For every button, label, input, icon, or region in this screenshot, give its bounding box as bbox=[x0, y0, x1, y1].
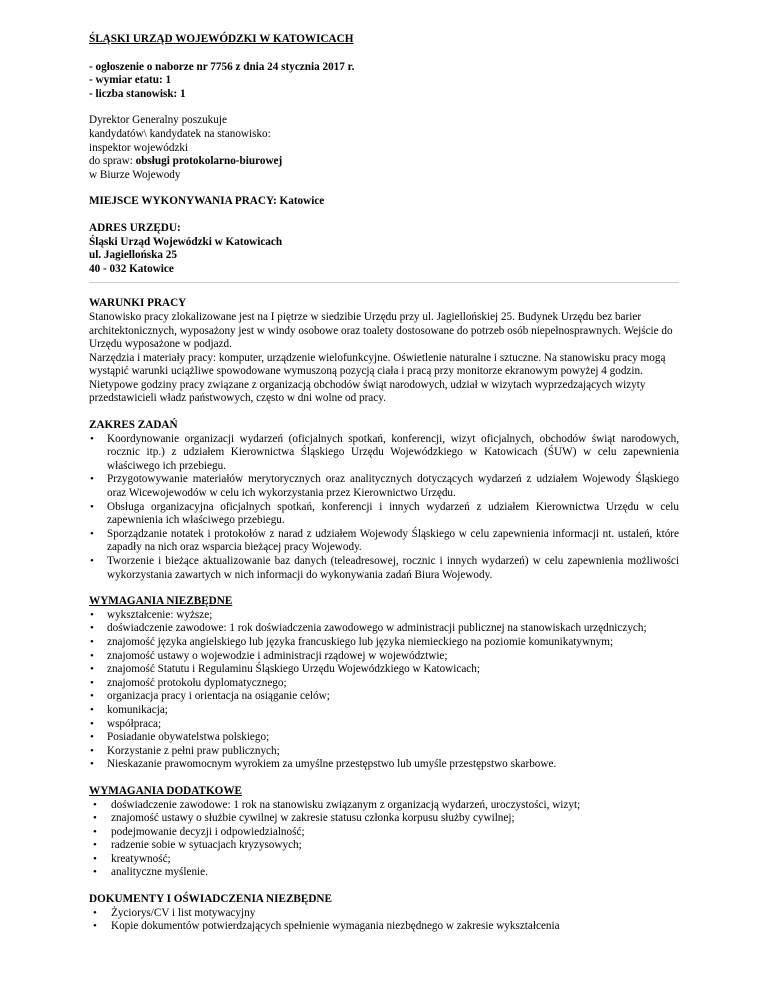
position-title: inspektor wojewódzki bbox=[89, 141, 189, 154]
tasks-list bbox=[89, 433, 679, 583]
tasks-section bbox=[89, 419, 679, 582]
list-item: • znajomość języka angielskiego lub języka francuskiego lub języka niemieckiego na poziomie komunikatywnym; bbox=[89, 636, 679, 650]
list-item: • doświadczenie zawodowe: 1 rok doświadczenia zawodowego w administracji publicznej na stanowiskach urzędniczych; bbox=[89, 622, 679, 636]
intro-block bbox=[89, 114, 679, 182]
additional-section bbox=[89, 785, 679, 880]
section-heading: WYMAGANIA DODATKOWE bbox=[89, 784, 243, 797]
list-item: • Nieskazanie prawomocnym wyrokiem za umyślne przestępstwo lub umyśle przestępstwo skarbowe. bbox=[89, 758, 679, 772]
document-title: ŚLĄSKI URZĄD WOJEWÓDZKI W KATOWICACH bbox=[89, 33, 354, 45]
list-item: • znajomość protokołu dyplomatycznego; bbox=[89, 677, 679, 691]
documents-list bbox=[89, 907, 679, 934]
scope-prefix: do spraw: bbox=[89, 155, 136, 168]
documents-section bbox=[89, 893, 679, 934]
section-heading: DOKUMENTY I OŚWIADCZENIA NIEZBĘDNE bbox=[89, 893, 332, 906]
list-item: • komunikacja; bbox=[89, 704, 679, 718]
required-list bbox=[89, 609, 679, 772]
announcement-number: - ogłoszenie o naborze nr 7756 z dnia 24 stycznia 2017 r. bbox=[89, 60, 355, 73]
list-item: • wykształcenie: wyższe; bbox=[89, 609, 679, 623]
work-conditions-section bbox=[89, 297, 679, 406]
work-location: MIEJSCE WYKONYWANIA PRACY: Katowice bbox=[89, 195, 325, 208]
list-item: • Korzystanie z pełni praw publicznych; bbox=[89, 745, 679, 759]
scope-value: obsługi protokolarno-biurowej bbox=[135, 155, 283, 168]
list-item: • analityczne myślenie. bbox=[89, 866, 679, 880]
address-line: 40 - 032 Katowice bbox=[89, 262, 174, 275]
intro-line: Dyrektor Generalny poszukuje bbox=[89, 114, 227, 127]
department: w Biurze Wojewody bbox=[89, 168, 181, 181]
announcement-details bbox=[89, 61, 679, 102]
list-item: • doświadczenie zawodowe: 1 rok na stanowisku związanym z organizacją wydarzeń, uroczystości, wizyt; bbox=[89, 799, 679, 813]
section-heading: WARUNKI PRACY bbox=[89, 297, 187, 310]
list-item: • podejmowanie decyzji i odpowiedzialność; bbox=[89, 826, 679, 840]
list-item: • współpraca; bbox=[89, 718, 679, 732]
list-item: • Sporządzanie notatek i protokołów z narad z udziałem Wojewody Śląskiego w celu zapewnienia informacji nt. ustaleń, które zapadły na nich oraz wsparcia bieżącej pracy Wojewody. bbox=[89, 528, 679, 555]
list-item: • kreatywność; bbox=[89, 853, 679, 867]
address-line: ul. Jagiellońska 25 bbox=[89, 249, 177, 262]
employment-dimension: - wymiar etatu: 1 bbox=[89, 74, 172, 87]
list-item: • Koordynowanie organizacji wydarzeń (oficjalnych spotkań, konferencji, wizyt oficjalnych, obchodów świąt narodowych, rocznic itp.) z udziałem Kierownictwa Śląskiego Urzędu Wojewódzkiego w Katowicach (ŚUW) w celu zapewnienia właściwego ich przebiegu. bbox=[89, 433, 679, 474]
list-item: • Tworzenie i bieżące aktualizowanie baz danych (teleadresowej, rocznic i innych wydarzeń) w celu zapewnienia możliwości wykorzystania zawartych w nich informacji do wykonywania zadań Biura Wojewody. bbox=[89, 555, 679, 582]
list-item: • radzenie sobie w sytuacjach kryzysowych; bbox=[89, 839, 679, 853]
address-label: ADRES URZĘDU: bbox=[89, 221, 181, 234]
positions-count: - liczba stanowisk: 1 bbox=[89, 87, 186, 100]
required-section bbox=[89, 595, 679, 772]
office-address bbox=[89, 222, 679, 276]
list-item: • organizacja pracy i orientacja na osiąganie celów; bbox=[89, 690, 679, 704]
conditions-paragraph: Stanowisko pracy zlokalizowane jest na I piętrze w siedzibie Urzędu przy ul. Jagiellońskiej 25. Budynek Urzędu bez barier architektonicznych, wyposażony jest w windy osobowe oraz toalety dostosowane do potrzeb osób niepełnosprawnych. Wejście do Urzędu wyposażone w podjazd. bbox=[89, 310, 673, 351]
section-heading: WYMAGANIA NIEZBĘDNE bbox=[89, 595, 233, 608]
position-scope bbox=[89, 155, 679, 169]
address-line: Śląski Urząd Wojewódzki w Katowicach bbox=[89, 235, 283, 248]
conditions-paragraph: Narzędzia i materiały pracy: komputer, urządzenie wielofunkcyjne. Oświetlenie naturalne i sztuczne. Na stanowisku pracy mogą wystąpić warunki uciążliwe spowodowane wymuszoną pozycją ciała i pracą przy monitorze ekranowym powyżej 4 godzin. Nietypowe godziny pracy związane z organizacją obchodów świąt narodowych, udział w wizytach wyprzedzających wizyty przedstawicieli władz państwowych, często w dni wolne od pracy. bbox=[89, 351, 666, 405]
additional-list bbox=[89, 799, 679, 881]
list-item: • znajomość Statutu i Regulaminu Śląskiego Urzędu Wojewódzkiego w Katowicach; bbox=[89, 663, 679, 677]
list-item: • Przygotowywanie materiałów merytorycznych oraz analitycznych dotyczących wydarzeń z udziałem Wojewody Śląskiego oraz Wicewojewodów w celu ich wykorzystania przez Kierownictwo Urzędu. bbox=[89, 473, 679, 500]
list-item: • znajomość ustawy o wojewodzie i administracji rządowej w województwie; bbox=[89, 650, 679, 664]
list-item: • Obsługa organizacyjna oficjalnych spotkań, konferencji i innych wydarzeń z udziałem Kierownictwa Urzędu w celu zapewnienia ich właściwego przebiegu. bbox=[89, 501, 679, 528]
list-item: • znajomość ustawy o służbie cywilnej w zakresie statusu członka korpusu służby cywilnej; bbox=[89, 812, 679, 826]
section-divider bbox=[89, 282, 679, 283]
section-heading: ZAKRES ZADAŃ bbox=[89, 419, 178, 432]
list-item: • Kopie dokumentów potwierdzających spełnienie wymagania niezbędnego w zakresie wykształcenia bbox=[89, 920, 679, 934]
intro-line: kandydatów\ kandydatek na stanowisko: bbox=[89, 127, 271, 140]
list-item: • Życiorys/CV i list motywacyjny bbox=[89, 907, 679, 921]
list-item: • Posiadanie obywatelstwa polskiego; bbox=[89, 731, 679, 745]
